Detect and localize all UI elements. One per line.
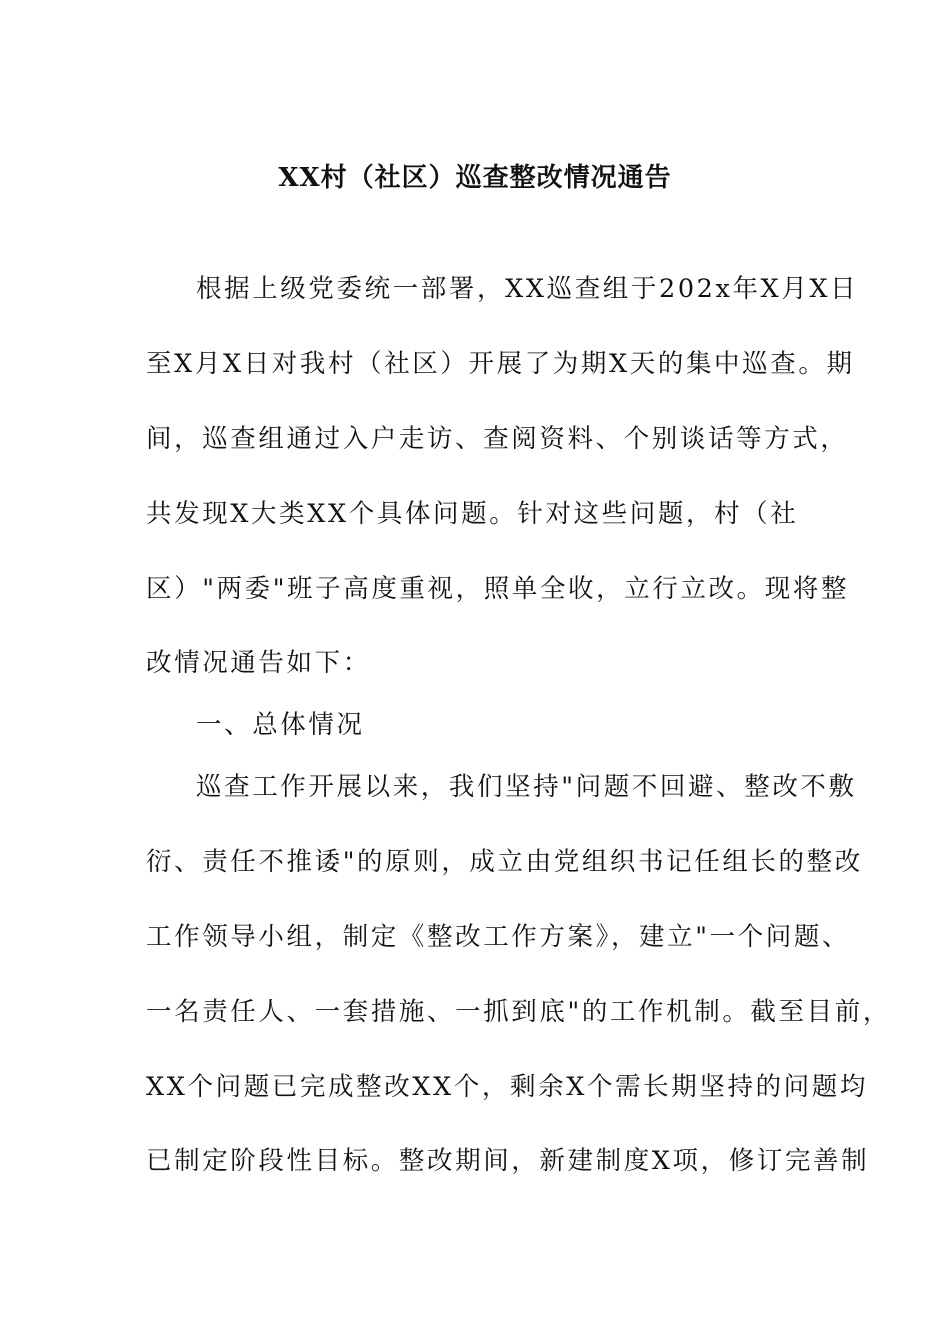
paragraph-line: 区）"两委"班子高度重视，照单全收，立行立改。现将整 — [146, 574, 850, 604]
paragraph-line: 根据上级党委统一部署，XX巡查组于202x年X月X日 — [196, 274, 859, 304]
paragraph-line: 衍、责任不推诿"的原则，成立由党组织书记任组长的整改 — [146, 847, 863, 877]
paragraph-line: 至X月X日对我村（社区）开展了为期X天的集中巡查。期 — [146, 349, 855, 379]
paragraph-line: 改情况通告如下： — [146, 648, 371, 678]
paragraph-line: 共发现X大类XX个具体问题。针对这些问题，村（社 — [146, 499, 799, 529]
paragraph-line: 一名责任人、一套措施、一抓到底"的工作机制。截至目前， — [146, 997, 891, 1027]
paragraph-line: 工作领导小组，制定《整改工作方案》，建立"一个问题、 — [146, 922, 851, 952]
paragraph-line: 间，巡查组通过入户走访、查阅资料、个别谈话等方式， — [146, 424, 849, 454]
section-heading: 一、总体情况 — [196, 710, 365, 740]
paragraph-line: 巡查工作开展以来，我们坚持"问题不回避、整改不敷 — [196, 772, 857, 802]
document-title: XX村（社区）巡查整改情况通告 — [278, 163, 672, 193]
paragraph-line: XX个问题已完成整改XX个，剩余X个需长期坚持的问题均 — [146, 1072, 868, 1102]
paragraph-line: 已制定阶段性目标。整改期间，新建制度X项，修订完善制 — [146, 1146, 870, 1176]
